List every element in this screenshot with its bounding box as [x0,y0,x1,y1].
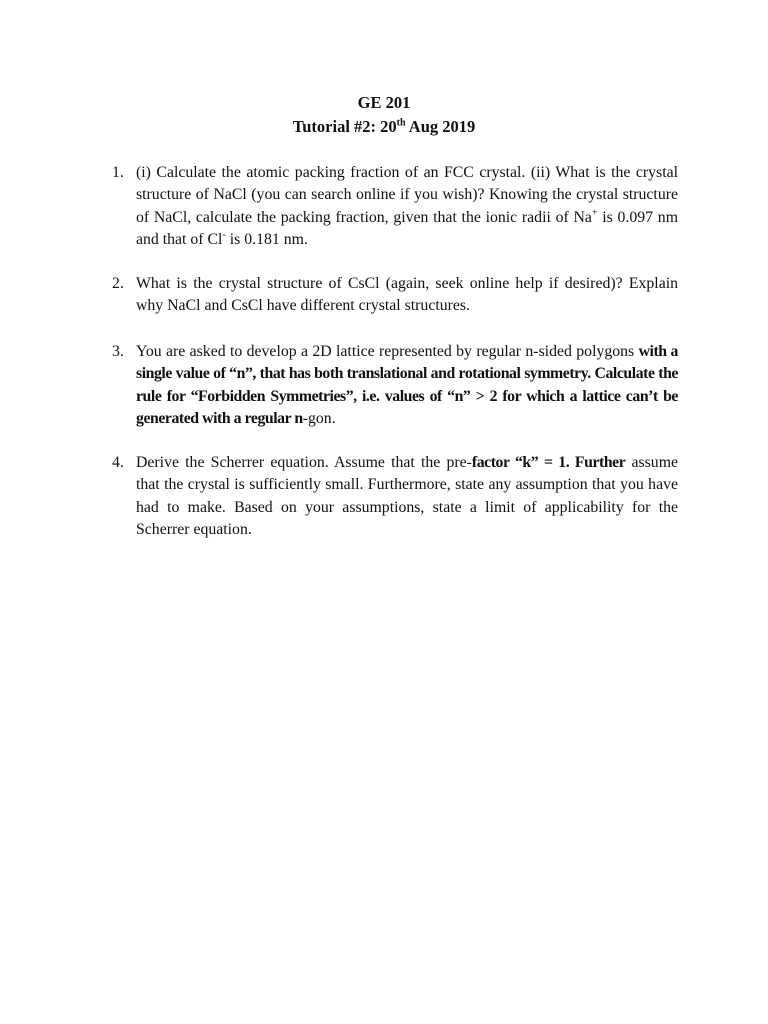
question-1-text [136,162,678,251]
question-1-sup-b: - [222,229,226,241]
tutorial-title-prefix: Tutorial #2: 20 [292,117,397,136]
question-1-text-b: is 0.097 nm and that of Cl [136,208,678,248]
question-1-number: 1. [112,164,124,181]
question-3-text [136,341,678,430]
question-4-text-b: factor “k” = 1. Further [471,454,626,471]
question-3-text-a: You are asked to develop a 2D lattice represented by regular n-sided polygons [136,343,635,360]
question-4 [112,452,678,541]
question-1-text-a: (i) Calculate the atomic packing fraction of an FCC crystal. (ii) What is the crystal structure of NaCl (you can search online if you wish)? Knowing the crystal structure of NaCl, calculate the packing fraction, given that the ionic radii of Na [136,164,678,226]
question-2 [112,273,678,318]
question-3 [112,341,678,430]
tutorial-title-sup: th [396,117,406,129]
question-2-text: What is the crystal structure of CsCl (again, seek online help if desired)? Explain why NaCl and CsCl have different crystal structures. [136,275,678,315]
question-3-text-c: -gon. [302,409,336,427]
tutorial-title [0,116,768,138]
question-1 [112,162,678,251]
question-4-text-a: Derive the Scherrer equation. Assume that the pre- [136,454,472,471]
question-4-text-c: assume that the crystal is sufficiently small. Furthermore, state any assumption that you have had to make. Based on your assumptions, state a limit of applicability for the Scherrer equation. [136,454,679,538]
question-3-number: 3. [112,343,124,360]
question-1-sup-a: + [591,207,598,219]
question-4-number: 4. [112,454,124,471]
question-1-text-c: is 0.181 nm. [225,230,308,248]
tutorial-title-suffix: Aug 2019 [405,117,476,136]
question-2-number: 2. [112,275,124,292]
question-4-text [136,452,678,541]
question-3-text-b: with a single value of “n”, that has both translational and rotational symmetry. Calculate the rule for “Forbidden Symmetries”, i.e. values of “n” > 2 for which a lattice can’t be generated with a regular n [136,343,678,427]
course-title: GE 201 [357,93,411,112]
